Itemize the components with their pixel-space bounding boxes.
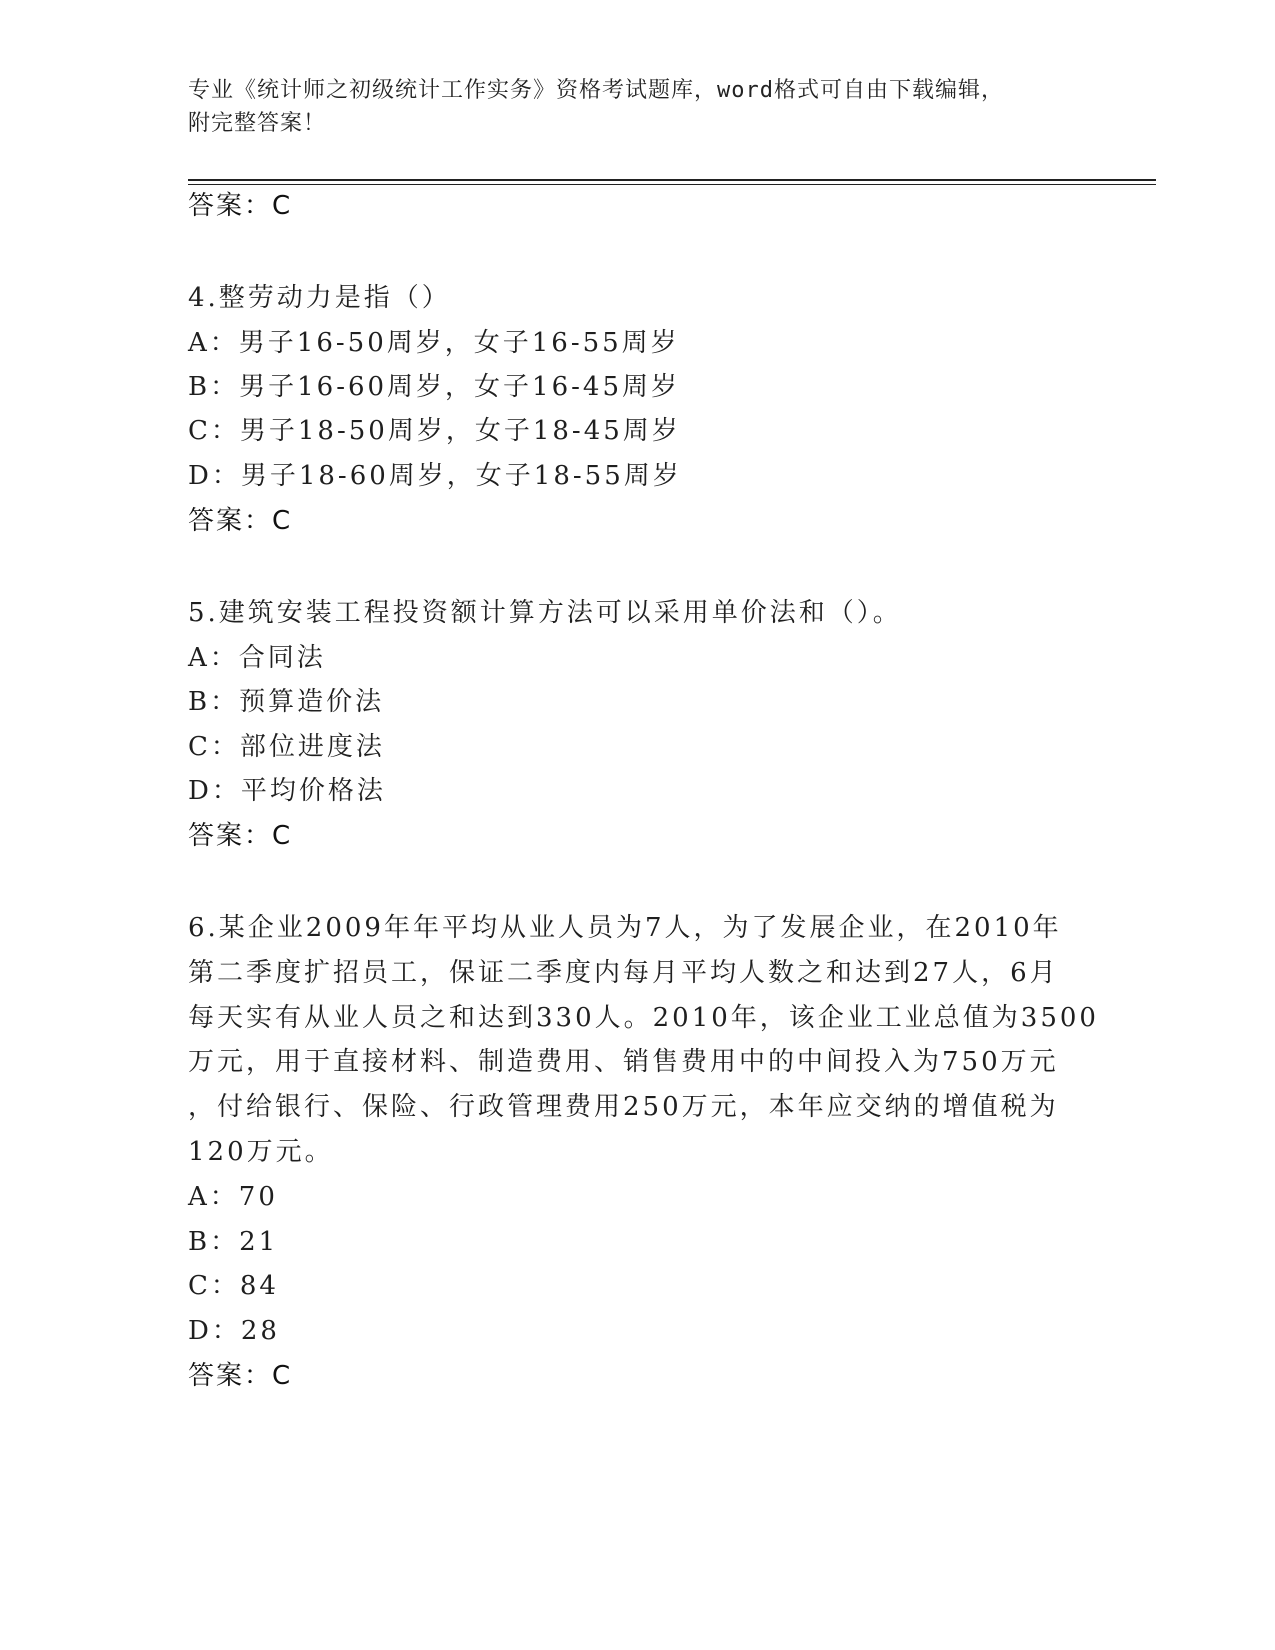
option-a: A：男子16-50周岁，女子16-55周岁 xyxy=(188,328,680,358)
header-line-1: 专业《统计师之初级统计工作实务》资格考试题库，word格式可自由下载编辑， xyxy=(188,78,1004,103)
answer-line: 答案：C xyxy=(188,1361,293,1391)
header-divider-thick xyxy=(188,179,1156,181)
answer-line: 答案：C xyxy=(188,821,293,851)
option-b: B：21 xyxy=(188,1227,279,1257)
question-stem-line: 万元，用于直接材料、制造费用、销售费用中的中间投入为750万元 xyxy=(188,1047,1059,1077)
question-stem-line: 120万元。 xyxy=(188,1137,334,1167)
option-c: C：男子18-50周岁，女子18-45周岁 xyxy=(188,416,681,446)
option-c: C：84 xyxy=(188,1271,279,1301)
question-stem: 5.建筑安装工程投资额计算方法可以采用单价法和（）。 xyxy=(188,598,902,628)
document-header xyxy=(188,74,1088,140)
option-b: B：预算造价法 xyxy=(188,687,385,717)
question-stem-line: 第二季度扩招员工，保证二季度内每月平均人数之和达到27人，6月 xyxy=(188,958,1059,988)
header-line-2: 附完整答案！ xyxy=(188,111,327,136)
option-c: C：部位进度法 xyxy=(188,732,385,762)
option-a: A：70 xyxy=(188,1182,278,1212)
header-divider-thin xyxy=(188,184,1156,185)
option-a: A：合同法 xyxy=(188,643,326,673)
question-stem: 4.整劳动力是指（） xyxy=(188,283,451,313)
option-d: D：男子18-60周岁，女子18-55周岁 xyxy=(188,461,682,491)
option-d: D：平均价格法 xyxy=(188,776,386,806)
question-stem-line: 每天实有从业人员之和达到330人。2010年，该企业工业总值为3500 xyxy=(188,1003,1099,1033)
option-d: D：28 xyxy=(188,1316,280,1346)
question-stem-line: 6.某企业2009年年平均从业人员为7人，为了发展企业，在2010年 xyxy=(188,913,1062,943)
option-b: B：男子16-60周岁，女子16-45周岁 xyxy=(188,372,681,402)
question-stem-line: ，付给银行、保险、行政管理费用250万元，本年应交纳的增值税为 xyxy=(188,1092,1059,1122)
answer-line: 答案：C xyxy=(188,191,293,221)
answer-line: 答案：C xyxy=(188,506,293,536)
